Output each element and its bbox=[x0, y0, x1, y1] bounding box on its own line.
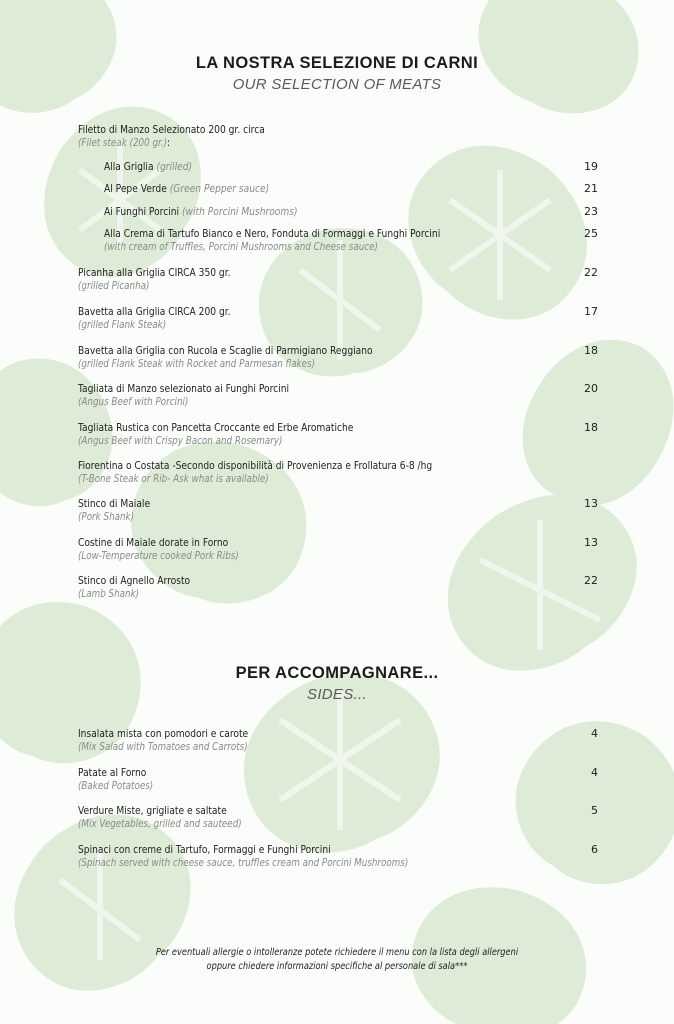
item-name: Filetto di Manzo Selezionato 200 gr. circa bbox=[78, 124, 265, 136]
item-translation: (T-Bone Steak or Rib- Ask what is available) bbox=[78, 474, 269, 485]
allergen-note bbox=[0, 946, 674, 974]
item-name: Patate al Forno bbox=[78, 767, 147, 779]
item-translation: (Green Pepper sauce) bbox=[169, 183, 270, 195]
item-price: 25 bbox=[584, 227, 598, 240]
item-translation: (with Porcini Mushrooms) bbox=[181, 206, 298, 218]
side-item bbox=[78, 766, 598, 794]
item-translation: (with cream of Truffles, Porcini Mushrooms and Cheese sauce) bbox=[104, 242, 378, 253]
menu-item bbox=[78, 536, 598, 564]
item-name: Al Pepe Verde bbox=[104, 183, 167, 195]
allergen-note-line2: oppure chiedere informazioni specifiche al personale di sala*** bbox=[206, 961, 468, 972]
item-price: 18 bbox=[584, 421, 598, 434]
item-translation: (Low-Temperature cooked Pork Ribs) bbox=[78, 551, 239, 562]
allergen-note-line1: Per eventuali allergie o intolleranze potete richiedere il menu con la lista degli allergeni bbox=[155, 947, 519, 958]
item-name: Bavetta alla Griglia con Rucola e Scaglie di Parmigiano Reggiano bbox=[78, 345, 373, 357]
item-price: 5 bbox=[591, 804, 598, 817]
menu-item bbox=[78, 421, 598, 449]
item-price: 13 bbox=[584, 536, 598, 549]
item-translation: (grilled Flank Steak) bbox=[78, 320, 167, 331]
item-name: Tagliata di Manzo selezionato ai Funghi Porcini bbox=[78, 383, 289, 395]
item-price: 19 bbox=[584, 160, 598, 173]
item-price: 21 bbox=[584, 182, 598, 195]
item-price: 22 bbox=[584, 266, 598, 279]
item-name: : bbox=[167, 138, 171, 149]
side-item bbox=[78, 727, 598, 755]
item-translation: (Angus Beef with Porcini) bbox=[78, 397, 189, 408]
item-price: 22 bbox=[584, 574, 598, 587]
item-name: Stinco di Agnello Arrosto bbox=[78, 575, 191, 587]
menu-item bbox=[78, 305, 598, 333]
item-translation: (Mix Salad with Tomatoes and Carrots) bbox=[78, 742, 248, 753]
item-name: Alla Crema di Tartufo Bianco e Nero, Fonduta di Formaggi e Funghi Porcini bbox=[104, 228, 441, 240]
item-translation: (Filet steak (200 gr.) bbox=[78, 138, 168, 149]
item-name: Ai Funghi Porcini bbox=[104, 206, 180, 218]
menu-item bbox=[78, 497, 598, 525]
item-translation: (Lamb Shank) bbox=[78, 589, 140, 600]
item-translation: (grilled Flank Steak with Rocket and Parmesan flakes) bbox=[78, 359, 316, 370]
menu-item bbox=[78, 574, 598, 602]
item-price: 18 bbox=[584, 344, 598, 357]
item-name: Bavetta alla Griglia CIRCA 200 gr. bbox=[78, 306, 231, 318]
sides-section-title: PER ACCOMPAGNARE... bbox=[235, 664, 439, 682]
item-name: Insalata mista con pomodori e carote bbox=[78, 728, 249, 740]
item-name: Picanha alla Griglia CIRCA 350 gr. bbox=[78, 267, 231, 279]
item-price: 4 bbox=[591, 727, 598, 740]
item-translation: (grilled Picanha) bbox=[78, 281, 150, 292]
side-item bbox=[78, 843, 598, 871]
item-price: 23 bbox=[584, 205, 598, 218]
sides-section-subtitle: SIDES... bbox=[307, 686, 367, 703]
item-name: Alla Griglia bbox=[104, 161, 154, 173]
menu-item bbox=[78, 382, 598, 410]
item-name: Verdure Miste, grigliate e saltate bbox=[78, 805, 227, 817]
meats-section-subtitle: OUR SELECTION OF MEATS bbox=[232, 76, 442, 93]
menu-item bbox=[78, 344, 598, 372]
item-name: Stinco di Maiale bbox=[78, 498, 151, 510]
item-name: Costine di Maiale dorate in Forno bbox=[78, 537, 229, 549]
menu-item-filetto-option bbox=[104, 205, 598, 219]
item-name: Tagliata Rustica con Pancetta Croccante ed Erbe Aromatiche bbox=[78, 422, 354, 434]
menu-item-filetto-option bbox=[104, 182, 598, 196]
side-item bbox=[78, 804, 598, 832]
item-translation: (Spinach served with cheese sauce, truffles cream and Porcini Mushrooms) bbox=[78, 858, 409, 869]
item-price: 17 bbox=[584, 305, 598, 318]
item-translation: (Angus Beef with Crispy Bacon and Rosemary) bbox=[78, 436, 283, 447]
item-translation: (Mix Vegetables, grilled and sauteed) bbox=[78, 819, 242, 830]
item-name: Spinaci con creme di Tartufo, Formaggi e Funghi Porcini bbox=[78, 844, 331, 856]
menu-item bbox=[78, 459, 598, 487]
menu-item bbox=[78, 266, 598, 294]
item-name: Fiorentina o Costata -Secondo disponibilità di Provenienza e Frollatura 6-8 /hg bbox=[78, 460, 433, 472]
item-translation: (grilled) bbox=[156, 161, 193, 173]
item-price: 13 bbox=[584, 497, 598, 510]
menu-item-filetto-option bbox=[104, 227, 598, 255]
menu-item-filetto-option bbox=[104, 160, 598, 174]
menu-item-filetto bbox=[78, 123, 598, 151]
item-translation bbox=[78, 137, 525, 151]
item-translation: (Baked Potatoes) bbox=[78, 781, 154, 792]
meats-section-title: LA NOSTRA SELEZIONE DI CARNI bbox=[195, 54, 479, 72]
item-translation: (Pork Shank) bbox=[78, 512, 135, 523]
item-price: 4 bbox=[591, 766, 598, 779]
item-price: 6 bbox=[591, 843, 598, 856]
item-price: 20 bbox=[584, 382, 598, 395]
